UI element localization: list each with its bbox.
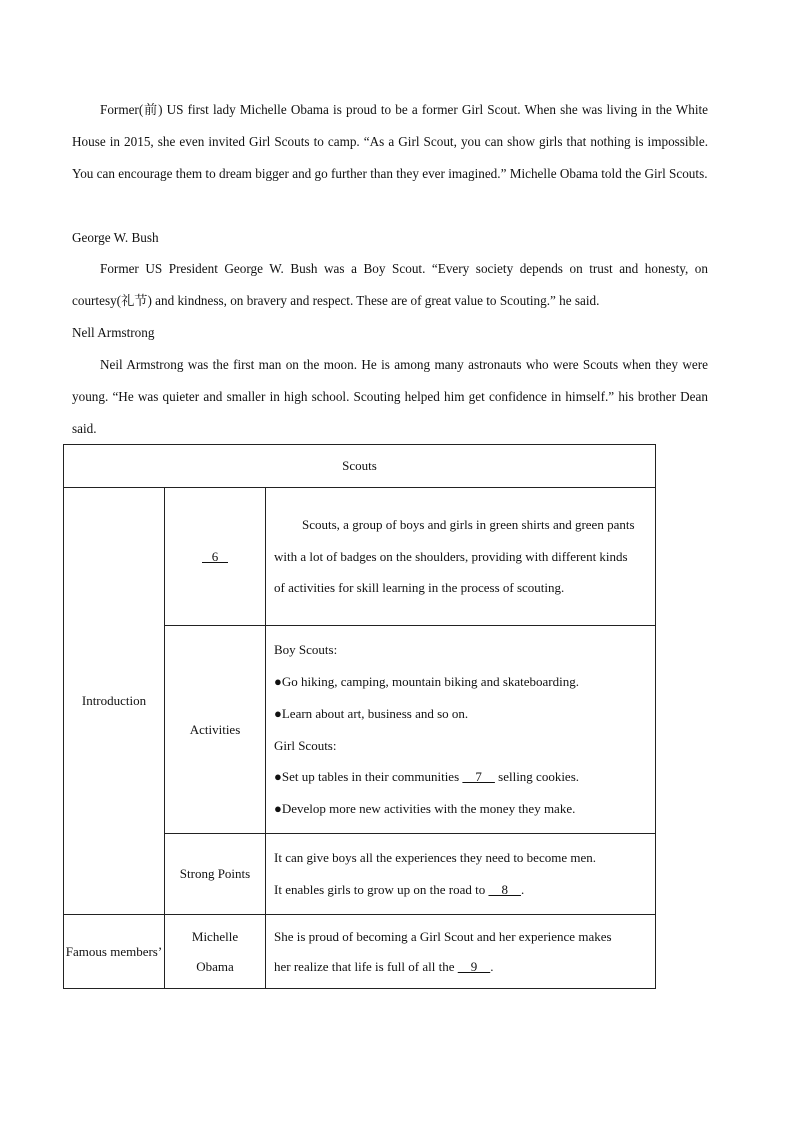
- famous-members-row: [64, 915, 656, 989]
- strong-point-text: It enables girls to grow up on the road to: [274, 882, 489, 897]
- girl-scouts-heading: Girl Scouts:: [274, 737, 337, 753]
- famous-members-label: Famous members’: [64, 915, 165, 989]
- michelle-label-first: Michelle: [191, 928, 239, 944]
- michelle-label-last: Obama: [196, 958, 234, 974]
- definition-cell: [266, 488, 656, 626]
- girl-activity-text: selling cookies.: [494, 769, 580, 785]
- armstrong-heading: Nell Armstrong: [72, 325, 155, 340]
- boy-scouts-heading: Boy Scouts:: [274, 642, 338, 658]
- introduction-label: Introduction: [64, 488, 165, 915]
- strong-points-label: Strong Points: [165, 834, 266, 915]
- blank-7[interactable]: 7: [462, 769, 495, 785]
- blank-6[interactable]: 6: [202, 548, 228, 564]
- activities-cell: [266, 626, 656, 834]
- strong-points-cell: [266, 834, 656, 915]
- michelle-obama-cell: [266, 915, 656, 989]
- michelle-text-line: She is proud of becoming a Girl Scout and her experience makes: [274, 928, 612, 944]
- strong-point-line: It can give boys all the experiences they need to become men.: [274, 850, 596, 866]
- strong-point-text: .: [520, 882, 525, 897]
- girl-activity-item: [274, 761, 641, 793]
- scouts-definition: Scouts, a group of boys and girls in green shirts and green pants with a lot of badges on the shoulders, providing with different kinds of activities for skill learning in the process of scouting.: [274, 516, 635, 596]
- michelle-obama-text: [266, 922, 655, 982]
- michelle-obama-paragraph: Former(前) US first lady Michelle Obama is proud to be a former Girl Scout. When she was living in the White House in 2015, she even invited Girl Scouts to camp. “As a Girl Scout, you can show girls that nothing is impossible. You can encourage them to dream bigger and go further than they ever imagined.” Michelle Obama told the Girl Scouts.: [72, 102, 708, 181]
- boy-activity-item: ●Learn about art, business and so on.: [274, 705, 469, 721]
- george-bush-paragraph: Former US President George W. Bush was a Boy Scout. “Every society depends on trust and honesty, on courtesy(礼节) and kindness, on bravery and respect. These are of great value to Scouting.” he said.: [72, 261, 708, 308]
- blank-6-cell: [165, 488, 266, 626]
- table-title-row: [64, 445, 656, 488]
- michelle-text: her realize that life is full of all the: [274, 958, 458, 974]
- michelle-text: .: [490, 958, 494, 974]
- girl-activity-text: ●Set up tables in their communities: [274, 769, 463, 785]
- scouts-summary-table: [63, 444, 656, 989]
- activities-label: Activities: [165, 626, 266, 834]
- strong-point-line: [274, 874, 641, 906]
- girl-activity-item: ●Develop more new activities with the money they make.: [274, 800, 576, 816]
- table-title: Scouts: [64, 445, 656, 488]
- activities-list: [266, 634, 655, 824]
- armstrong-paragraph: Neil Armstrong was the first man on the moon. He is among many astronauts who were Scouts when they were young. “He was quieter and smaller in high school. Scouting helped him get confidence in himself.” his brother Dean said.: [72, 357, 708, 436]
- strong-points-text: [266, 842, 655, 905]
- blank-8[interactable]: 8: [488, 882, 521, 897]
- definition-row: [64, 488, 656, 626]
- blank-9[interactable]: 9: [457, 958, 491, 974]
- boy-activity-item: ●Go hiking, camping, mountain biking and skateboarding.: [274, 674, 579, 690]
- george-bush-heading: George W. Bush: [72, 230, 159, 245]
- michelle-text-line: [274, 952, 641, 982]
- michelle-obama-label: [165, 915, 266, 989]
